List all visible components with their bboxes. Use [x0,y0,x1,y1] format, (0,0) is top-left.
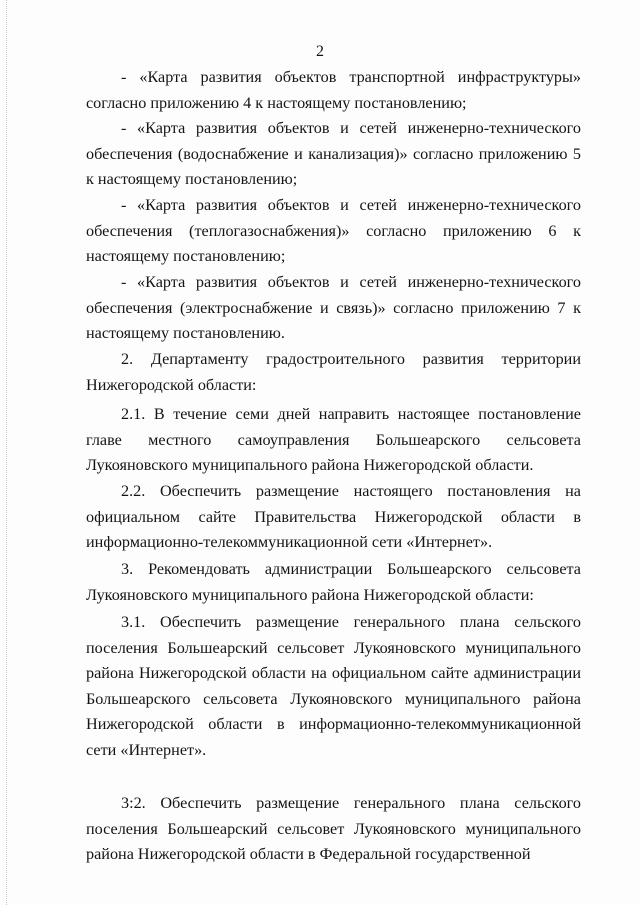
paragraph-map-electric: - «Карта развития объектов и сетей инженерно-технического обеспечения (электроснабжение и связь)» согласно приложению 7 к настоящему постановлению. [86,273,581,343]
paragraph-item-3: 3. Рекомендовать администрации Большеарского сельсовета Лукояновского муниципального района Нижегородской области: [86,560,581,604]
paragraph-map-heat-gas: - «Карта развития объектов и сетей инженерно-технического обеспечения (теплогазоснабжения)» согласно приложению 6 к настоящему постановлению; [86,196,581,266]
paragraph-item-3-2: 3:2. Обеспечить размещение генерального плана сельского поселения Большеарский сельсовет Лукояновского муниципального района Нижегородской области в Федеральной государственной [86,794,581,864]
paragraph-item-2-2: 2.2. Обеспечить размещение настоящего постановления на официальном сайте Правительства Нижегородской области в информационно-телекоммуникационной сети «Интернет». [86,482,581,552]
paragraph-map-water: - «Карта развития объектов и сетей инженерно-технического обеспечения (водоснабжение и канализация)» согласно приложению 5 к настоящему постановлению; [86,119,581,189]
paragraph-item-2-1: 2.1. В течение семи дней направить настоящее постановление главе местного самоуправления Большеарского сельсовета Лукояновского муниципального района Нижегородской области. [86,405,581,475]
paragraph-map-transport: - «Карта развития объектов транспортной инфраструктуры» согласно приложению 4 к настоящему постановлению; [86,68,581,112]
page-number: 2 [316,43,324,60]
paragraph-item-3-1: 3.1. Обеспечить размещение генерального плана сельского поселения Большеарский сельсовет Лукояновского муниципального района Нижегородской области на официальном сайте администрации Большеарского сельсовета Лукояновского муниципального района Нижегородской области в информационно-телекоммуникационной сети «Интернет». [86,613,581,759]
scan-edge [6,0,8,905]
paragraph-item-2: 2. Департаменту градостроительного развития территории Нижегородской области: [86,350,581,394]
